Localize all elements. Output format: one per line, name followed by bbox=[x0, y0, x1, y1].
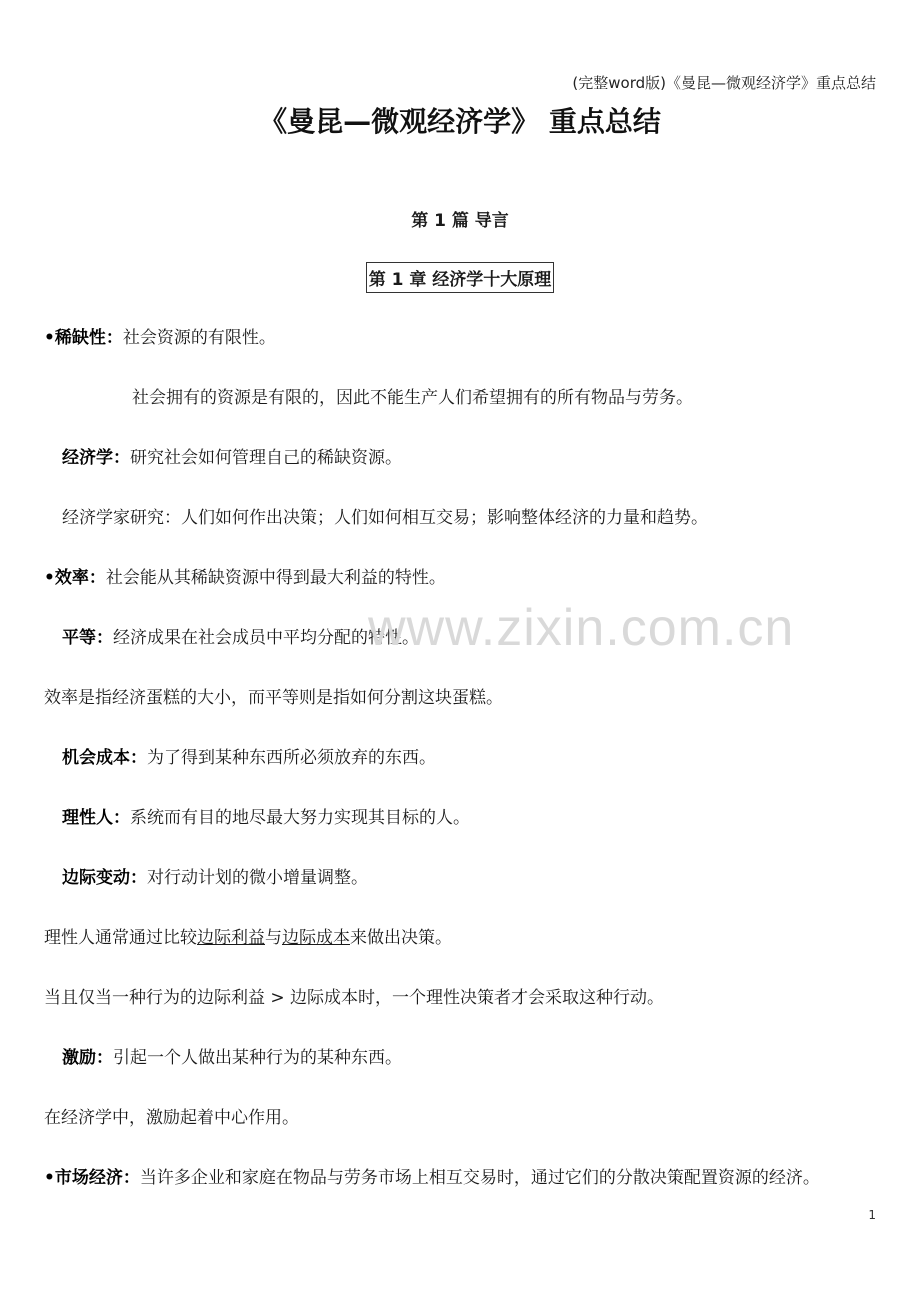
colon: ： bbox=[105, 328, 123, 348]
part-heading: 第 1 篇 导言 bbox=[411, 211, 509, 231]
decision-rule-line: 当且仅当一种行为的边际利益 > 边际成本时，一个理性决策者才会采取这种行动。 bbox=[44, 988, 665, 1008]
definition-opportunity-cost: 为了得到某种东西所必须放弃的东西。 bbox=[147, 748, 436, 768]
colon: ： bbox=[113, 808, 130, 828]
text-segment: 理性人通常通过比较 bbox=[44, 928, 197, 948]
definition-equality: 经济成果在社会成员中平均分配的特性。 bbox=[113, 628, 419, 648]
efficiency-line bbox=[44, 566, 446, 590]
cake-line: 效率是指经济蛋糕的大小，而平等则是指如何分割这块蛋糕。 bbox=[44, 688, 503, 708]
colon: ： bbox=[122, 1168, 140, 1188]
bullet: • bbox=[44, 1168, 55, 1188]
market-economy-line bbox=[44, 1166, 820, 1190]
term-equality: 平等 bbox=[62, 628, 96, 648]
scarcity-note: 社会拥有的资源是有限的，因此不能生产人们希望拥有的所有物品与劳务。 bbox=[132, 388, 693, 408]
definition-market-economy: 当许多企业和家庭在物品与劳务市场上相互交易时，通过它们的分散决策配置资源的经济。 bbox=[139, 1168, 820, 1188]
colon: ： bbox=[96, 628, 113, 648]
economists-line: 经济学家研究：人们如何作出决策；人们如何相互交易；影响整体经济的力量和趋势。 bbox=[62, 508, 708, 528]
rational-person-line bbox=[62, 806, 470, 830]
colon: ： bbox=[130, 868, 147, 888]
colon: ： bbox=[88, 568, 106, 588]
text-segment: 来做出决策。 bbox=[350, 928, 452, 948]
term-opportunity-cost: 机会成本 bbox=[62, 748, 130, 768]
chapter-heading: 第 1 章 经济学十大原理 bbox=[366, 262, 555, 293]
colon: ： bbox=[113, 448, 130, 468]
term-marginal-change: 边际变动 bbox=[62, 868, 130, 888]
definition-efficiency: 社会能从其稀缺资源中得到最大利益的特性。 bbox=[105, 568, 446, 588]
watermark: www.zixin.com.cn bbox=[368, 599, 795, 657]
term-economics: 经济学 bbox=[62, 448, 113, 468]
bullet: • bbox=[44, 568, 55, 588]
colon: ： bbox=[130, 748, 147, 768]
underlined-marginal-cost: 边际成本 bbox=[282, 928, 350, 948]
scarcity-line bbox=[44, 326, 276, 350]
term-scarcity: 稀缺性 bbox=[54, 328, 106, 348]
marginal-change-line bbox=[62, 866, 368, 890]
underlined-marginal-benefit: 边际利益 bbox=[197, 928, 265, 948]
definition-incentive: 引起一个人做出某种行为的某种东西。 bbox=[113, 1048, 402, 1068]
term-rational-person: 理性人 bbox=[62, 808, 113, 828]
definition-scarcity: 社会资源的有限性。 bbox=[122, 328, 276, 348]
chapter-heading-wrap bbox=[0, 262, 920, 293]
text-segment: 与 bbox=[265, 928, 282, 948]
document-title: 《曼昆—微观经济学》 重点总结 bbox=[259, 105, 661, 138]
running-header: (完整word版)《曼昆—微观经济学》重点总结 bbox=[572, 74, 876, 92]
term-efficiency: 效率 bbox=[54, 568, 89, 588]
equality-line bbox=[62, 626, 419, 650]
colon: ： bbox=[96, 1048, 113, 1068]
term-market-economy: 市场经济 bbox=[54, 1168, 123, 1188]
definition-rational-person: 系统而有目的地尽最大努力实现其目标的人。 bbox=[130, 808, 470, 828]
definition-economics: 研究社会如何管理自己的稀缺资源。 bbox=[130, 448, 402, 468]
page-number: 1 bbox=[868, 1208, 876, 1222]
bullet: • bbox=[44, 328, 55, 348]
definition-marginal-change: 对行动计划的微小增量调整。 bbox=[147, 868, 368, 888]
opportunity-cost-line bbox=[62, 746, 436, 770]
economics-line bbox=[62, 446, 402, 470]
incentive-line bbox=[62, 1046, 402, 1070]
incentive-note-line: 在经济学中，激励起着中心作用。 bbox=[44, 1108, 299, 1128]
rational-decision-line bbox=[44, 926, 452, 950]
term-incentive: 激励 bbox=[62, 1048, 96, 1068]
